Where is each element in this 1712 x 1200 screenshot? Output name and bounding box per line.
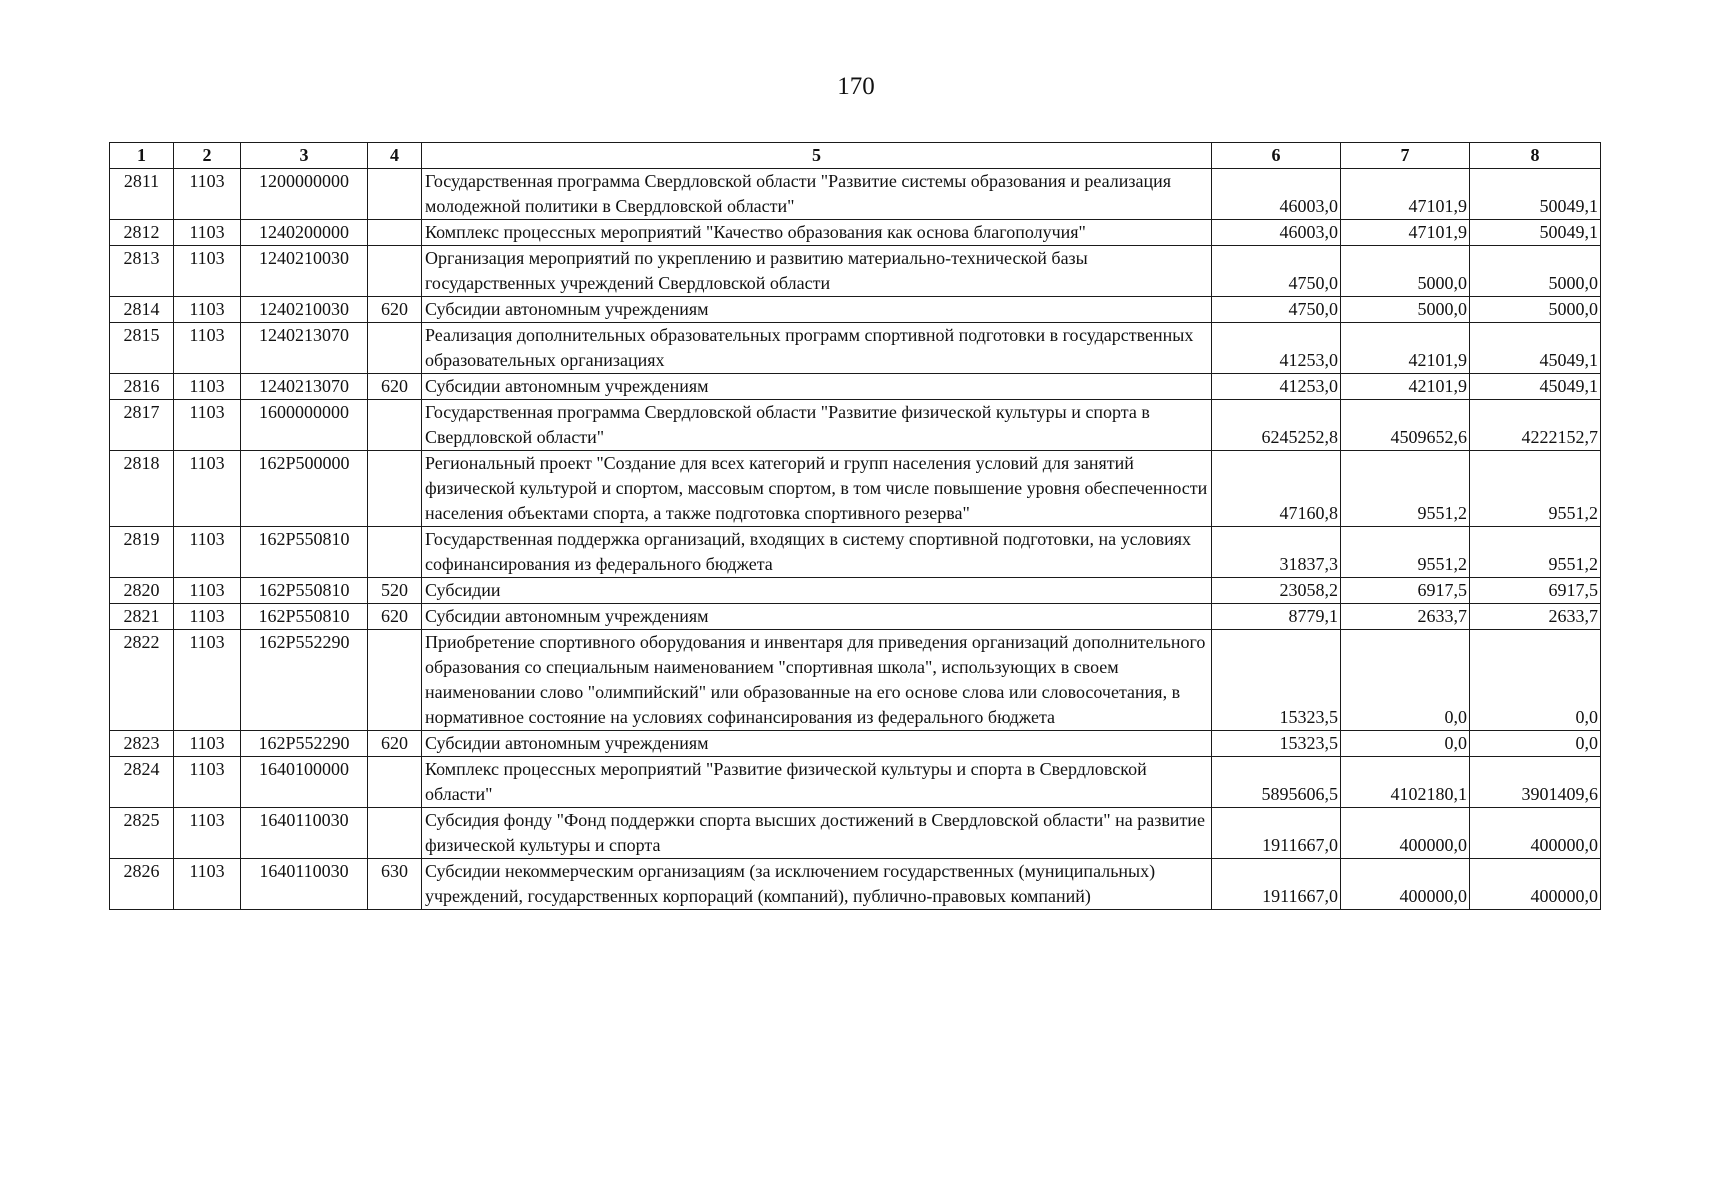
amount-col8-cell: 6917,5 (1470, 578, 1601, 604)
column-header: 3 (241, 143, 368, 169)
article-code-cell: 1640110030 (241, 859, 368, 910)
amount-col8-cell: 5000,0 (1470, 297, 1601, 323)
item-name-cell: Субсидии автономным учреждениям (422, 604, 1212, 630)
amount-col7-cell: 400000,0 (1341, 859, 1470, 910)
amount-col7-cell: 5000,0 (1341, 246, 1470, 297)
row-number-cell: 2814 (110, 297, 174, 323)
amount-col6-cell: 31837,3 (1212, 527, 1341, 578)
item-name-cell: Государственная поддержка организаций, входящих в систему спортивной подготовки, на условиях софинансирования из федерального бюджета (422, 527, 1212, 578)
amount-col6-cell: 5895606,5 (1212, 757, 1341, 808)
section-code-cell: 1103 (174, 297, 241, 323)
expense-type-cell (368, 451, 422, 527)
table-row (110, 323, 1601, 374)
section-code-cell: 1103 (174, 578, 241, 604)
amount-col6-cell: 41253,0 (1212, 323, 1341, 374)
table-row (110, 220, 1601, 246)
expense-type-cell (368, 527, 422, 578)
row-number-cell: 2820 (110, 578, 174, 604)
item-name-cell: Реализация дополнительных образовательных программ спортивной подготовки в государственных образовательных организациях (422, 323, 1212, 374)
section-code-cell: 1103 (174, 731, 241, 757)
table-row (110, 169, 1601, 220)
table-row (110, 731, 1601, 757)
expense-type-cell: 520 (368, 578, 422, 604)
article-code-cell: 162P552290 (241, 630, 368, 731)
article-code-cell: 162P552290 (241, 731, 368, 757)
row-number-cell: 2824 (110, 757, 174, 808)
table-row (110, 859, 1601, 910)
expense-type-cell (368, 220, 422, 246)
column-header: 6 (1212, 143, 1341, 169)
amount-col7-cell: 9551,2 (1341, 451, 1470, 527)
row-number-cell: 2811 (110, 169, 174, 220)
amount-col7-cell: 4509652,6 (1341, 400, 1470, 451)
amount-col8-cell: 50049,1 (1470, 220, 1601, 246)
row-number-cell: 2826 (110, 859, 174, 910)
row-number-cell: 2819 (110, 527, 174, 578)
table-row (110, 808, 1601, 859)
amount-col7-cell: 400000,0 (1341, 808, 1470, 859)
amount-col6-cell: 8779,1 (1212, 604, 1341, 630)
column-header: 7 (1341, 143, 1470, 169)
item-name-cell: Субсидии автономным учреждениям (422, 731, 1212, 757)
amount-col6-cell: 46003,0 (1212, 220, 1341, 246)
article-code-cell: 1640100000 (241, 757, 368, 808)
section-code-cell: 1103 (174, 451, 241, 527)
amount-col8-cell: 0,0 (1470, 731, 1601, 757)
table-row (110, 246, 1601, 297)
section-code-cell: 1103 (174, 246, 241, 297)
budget-table (109, 142, 1601, 910)
row-number-cell: 2815 (110, 323, 174, 374)
item-name-cell: Государственная программа Свердловской области "Развитие системы образования и реализация молодежной политики в Свердловской области" (422, 169, 1212, 220)
row-number-cell: 2822 (110, 630, 174, 731)
amount-col8-cell: 9551,2 (1470, 527, 1601, 578)
amount-col6-cell: 1911667,0 (1212, 808, 1341, 859)
article-code-cell: 1240200000 (241, 220, 368, 246)
amount-col8-cell: 3901409,6 (1470, 757, 1601, 808)
expense-type-cell (368, 400, 422, 451)
amount-col7-cell: 2633,7 (1341, 604, 1470, 630)
item-name-cell: Субсидии автономным учреждениям (422, 297, 1212, 323)
amount-col7-cell: 42101,9 (1341, 374, 1470, 400)
section-code-cell: 1103 (174, 527, 241, 578)
article-code-cell: 1240213070 (241, 374, 368, 400)
item-name-cell: Комплекс процессных мероприятий "Качество образования как основа благополучия" (422, 220, 1212, 246)
section-code-cell: 1103 (174, 808, 241, 859)
article-code-cell: 162P550810 (241, 527, 368, 578)
expense-type-cell: 630 (368, 859, 422, 910)
expense-type-cell (368, 808, 422, 859)
article-code-cell: 162P550810 (241, 578, 368, 604)
amount-col8-cell: 50049,1 (1470, 169, 1601, 220)
expense-type-cell (368, 169, 422, 220)
section-code-cell: 1103 (174, 604, 241, 630)
row-number-cell: 2817 (110, 400, 174, 451)
expense-type-cell (368, 630, 422, 731)
section-code-cell: 1103 (174, 374, 241, 400)
table-row (110, 400, 1601, 451)
section-code-cell: 1103 (174, 859, 241, 910)
expense-type-cell (368, 323, 422, 374)
table-row (110, 297, 1601, 323)
amount-col7-cell: 47101,9 (1341, 169, 1470, 220)
amount-col8-cell: 45049,1 (1470, 374, 1601, 400)
table-row (110, 757, 1601, 808)
row-number-cell: 2816 (110, 374, 174, 400)
amount-col8-cell: 5000,0 (1470, 246, 1601, 297)
section-code-cell: 1103 (174, 630, 241, 731)
amount-col6-cell: 46003,0 (1212, 169, 1341, 220)
amount-col6-cell: 23058,2 (1212, 578, 1341, 604)
article-code-cell: 1240210030 (241, 297, 368, 323)
section-code-cell: 1103 (174, 169, 241, 220)
amount-col6-cell: 15323,5 (1212, 731, 1341, 757)
amount-col7-cell: 5000,0 (1341, 297, 1470, 323)
article-code-cell: 162P500000 (241, 451, 368, 527)
amount-col8-cell: 400000,0 (1470, 859, 1601, 910)
table-row (110, 604, 1601, 630)
item-name-cell: Региональный проект "Создание для всех категорий и групп населения условий для занятий физической культурой и спортом, массовым спортом, в том числе повышение уровня обеспеченности населения объектами спорта, а также подготовка спортивного резерва" (422, 451, 1212, 527)
expense-type-cell: 620 (368, 604, 422, 630)
amount-col6-cell: 6245252,8 (1212, 400, 1341, 451)
table-row (110, 451, 1601, 527)
article-code-cell: 1640110030 (241, 808, 368, 859)
amount-col8-cell: 4222152,7 (1470, 400, 1601, 451)
amount-col8-cell: 400000,0 (1470, 808, 1601, 859)
amount-col8-cell: 9551,2 (1470, 451, 1601, 527)
row-number-cell: 2821 (110, 604, 174, 630)
table-row (110, 527, 1601, 578)
amount-col6-cell: 47160,8 (1212, 451, 1341, 527)
expense-type-cell: 620 (368, 374, 422, 400)
amount-col6-cell: 1911667,0 (1212, 859, 1341, 910)
amount-col7-cell: 47101,9 (1341, 220, 1470, 246)
table-row (110, 578, 1601, 604)
amount-col6-cell: 15323,5 (1212, 630, 1341, 731)
section-code-cell: 1103 (174, 400, 241, 451)
section-code-cell: 1103 (174, 220, 241, 246)
article-code-cell: 1200000000 (241, 169, 368, 220)
amount-col6-cell: 41253,0 (1212, 374, 1341, 400)
page-number: 170 (837, 73, 875, 100)
column-header: 2 (174, 143, 241, 169)
expense-type-cell: 620 (368, 731, 422, 757)
amount-col7-cell: 9551,2 (1341, 527, 1470, 578)
row-number-cell: 2813 (110, 246, 174, 297)
row-number-cell: 2818 (110, 451, 174, 527)
amount-col7-cell: 0,0 (1341, 731, 1470, 757)
column-header: 8 (1470, 143, 1601, 169)
table-header-row (110, 143, 1601, 169)
amount-col7-cell: 4102180,1 (1341, 757, 1470, 808)
item-name-cell: Комплекс процессных мероприятий "Развитие физической культуры и спорта в Свердловской области" (422, 757, 1212, 808)
amount-col7-cell: 6917,5 (1341, 578, 1470, 604)
amount-col7-cell: 42101,9 (1341, 323, 1470, 374)
amount-col6-cell: 4750,0 (1212, 297, 1341, 323)
section-code-cell: 1103 (174, 323, 241, 374)
expense-type-cell (368, 757, 422, 808)
article-code-cell: 162P550810 (241, 604, 368, 630)
row-number-cell: 2812 (110, 220, 174, 246)
row-number-cell: 2825 (110, 808, 174, 859)
column-header: 4 (368, 143, 422, 169)
table-row (110, 374, 1601, 400)
amount-col8-cell: 0,0 (1470, 630, 1601, 731)
expense-type-cell: 620 (368, 297, 422, 323)
item-name-cell: Субсидии (422, 578, 1212, 604)
table-row (110, 630, 1601, 731)
article-code-cell: 1240213070 (241, 323, 368, 374)
amount-col7-cell: 0,0 (1341, 630, 1470, 731)
amount-col8-cell: 45049,1 (1470, 323, 1601, 374)
item-name-cell: Приобретение спортивного оборудования и инвентаря для приведения организаций дополнительного образования со специальным наименованием "спортивная школа", использующих в своем наименовании слово "олимпийский" или образованные на его основе слова или словосочетания, в нормативное состояние на условиях софинансирования из федерального бюджета (422, 630, 1212, 731)
item-name-cell: Организация мероприятий по укреплению и развитию материально-технической базы государственных учреждений Свердловской области (422, 246, 1212, 297)
amount-col8-cell: 2633,7 (1470, 604, 1601, 630)
amount-col6-cell: 4750,0 (1212, 246, 1341, 297)
column-header: 1 (110, 143, 174, 169)
item-name-cell: Государственная программа Свердловской области "Развитие физической культуры и спорта в Свердловской области" (422, 400, 1212, 451)
item-name-cell: Субсидии автономным учреждениям (422, 374, 1212, 400)
column-header: 5 (422, 143, 1212, 169)
expense-type-cell (368, 246, 422, 297)
article-code-cell: 1240210030 (241, 246, 368, 297)
section-code-cell: 1103 (174, 757, 241, 808)
row-number-cell: 2823 (110, 731, 174, 757)
item-name-cell: Субсидии некоммерческим организациям (за исключением государственных (муниципальных) учреждений, государственных корпораций (компаний), публично-правовых компаний) (422, 859, 1212, 910)
article-code-cell: 1600000000 (241, 400, 368, 451)
item-name-cell: Субсидия фонду "Фонд поддержки спорта высших достижений в Свердловской области" на развитие физической культуры и спорта (422, 808, 1212, 859)
